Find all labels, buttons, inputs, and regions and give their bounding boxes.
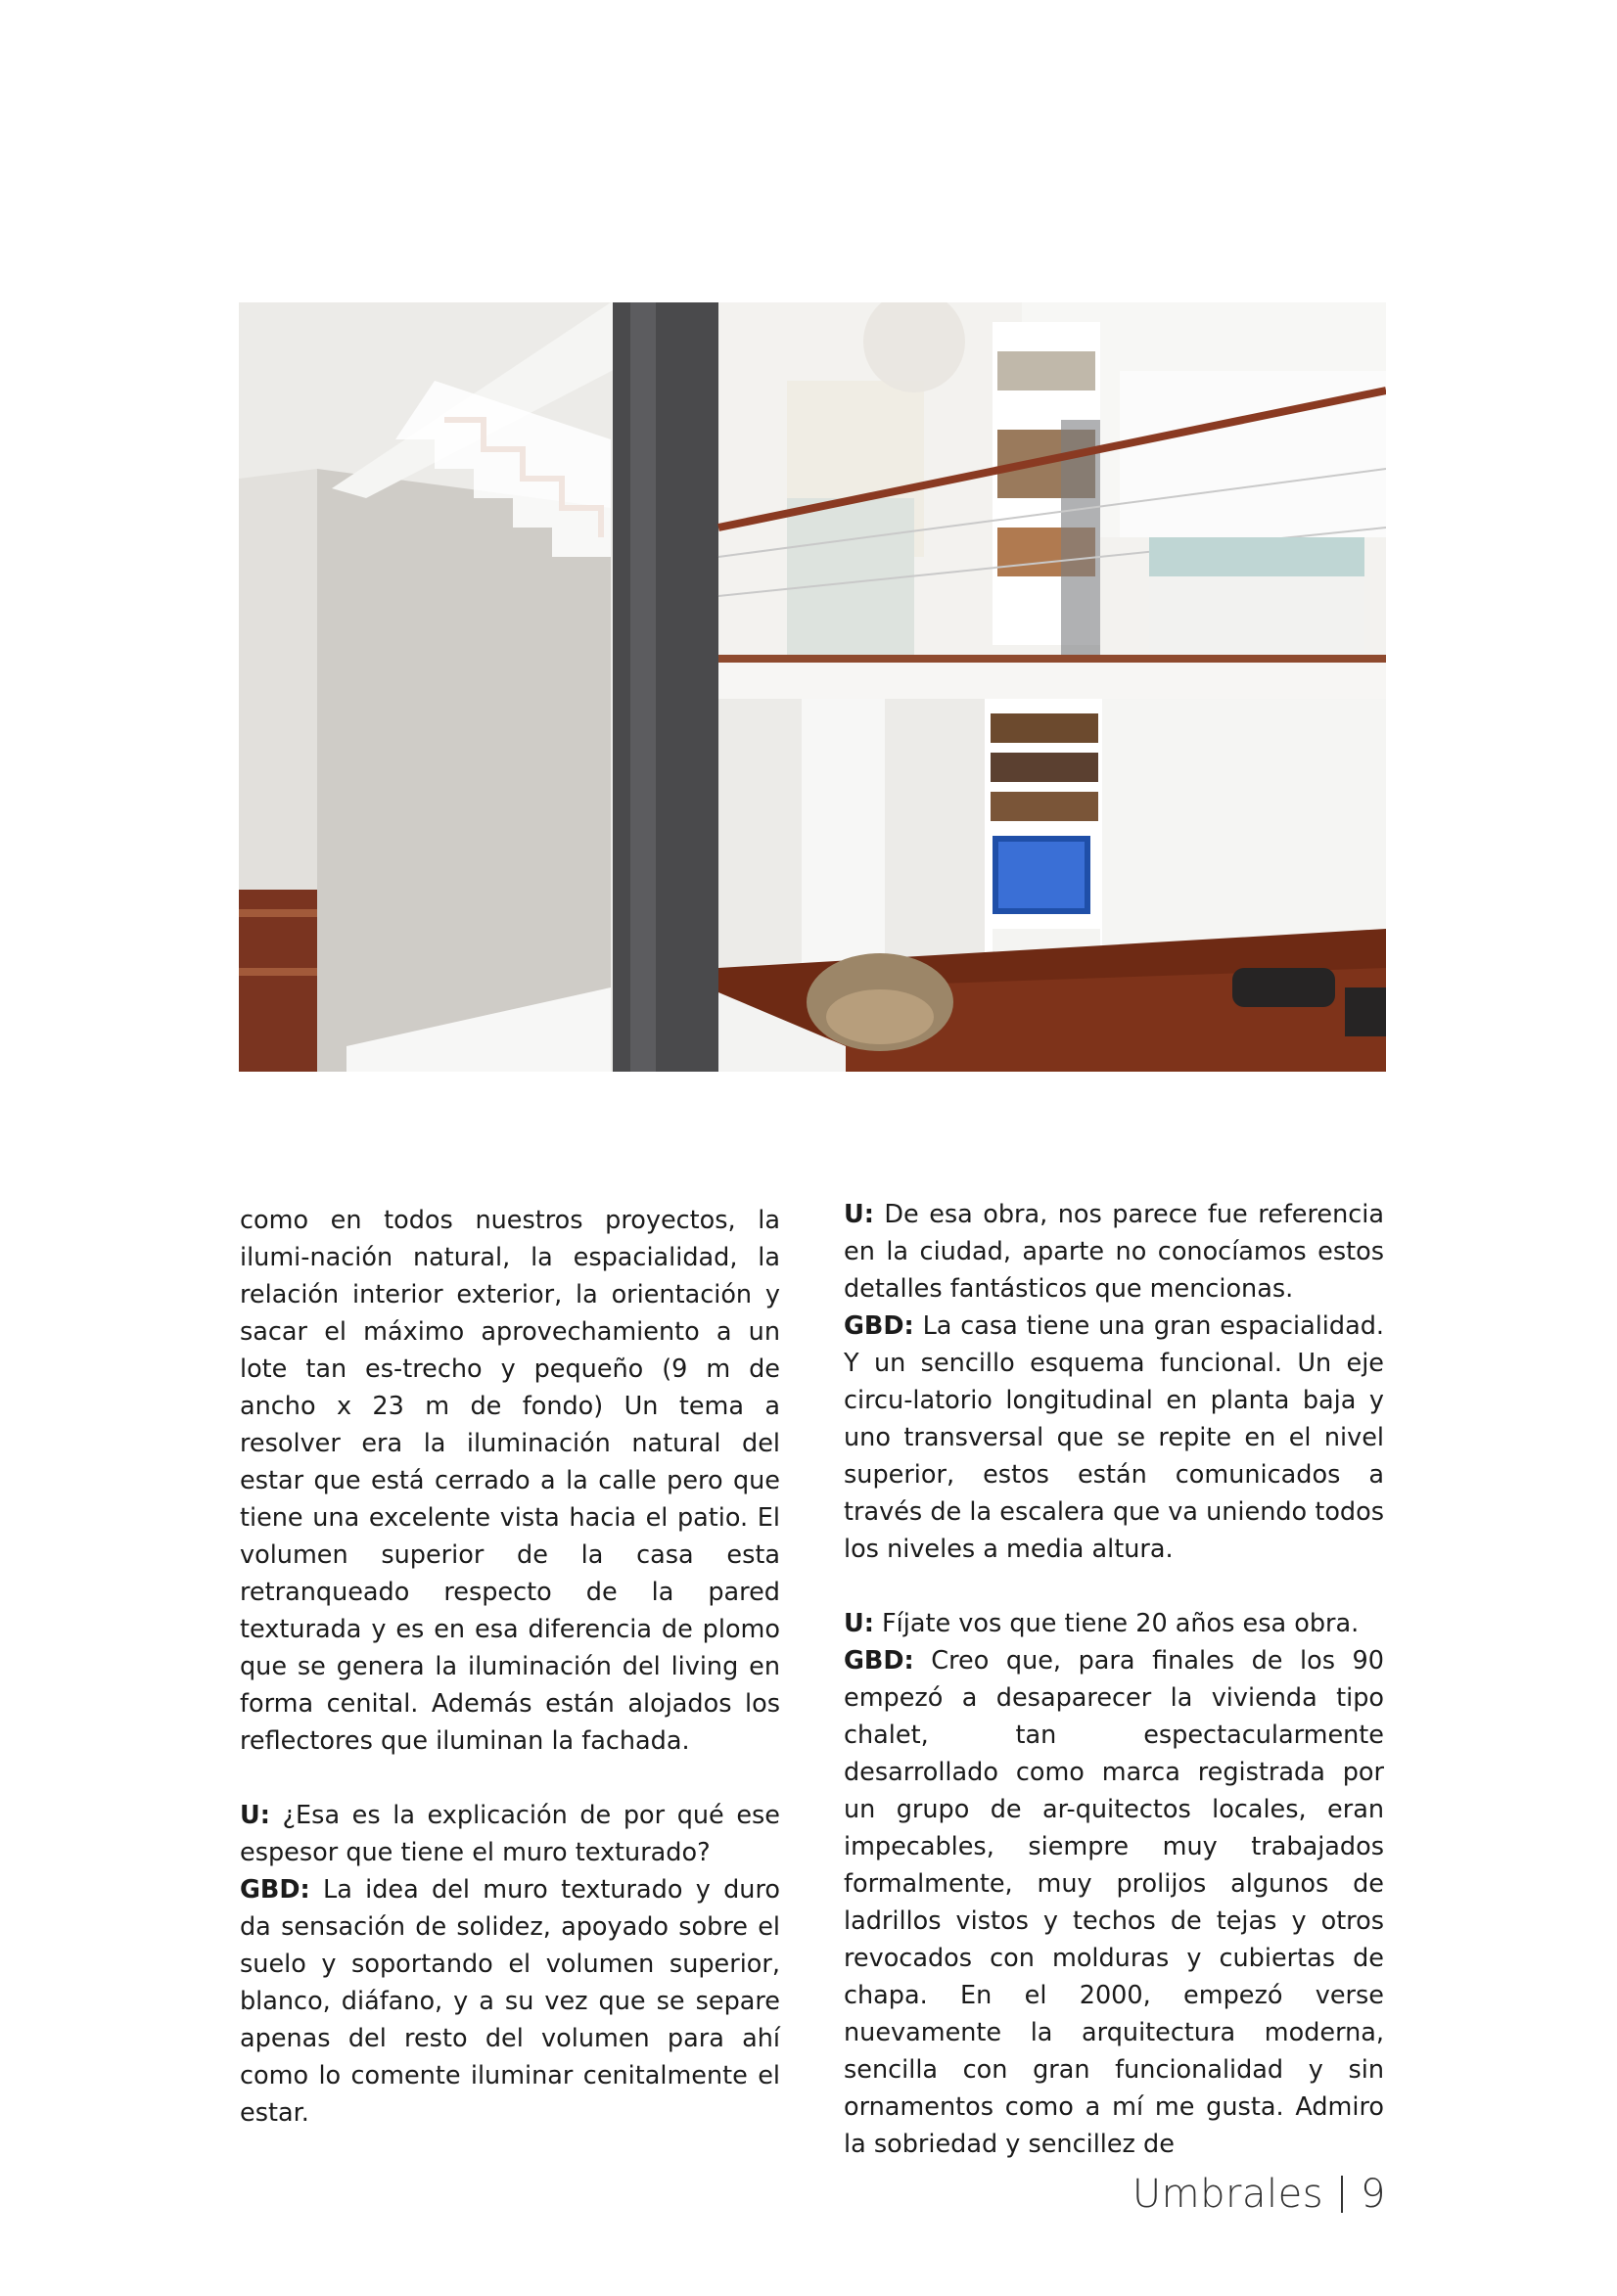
page-number: 9 [1361, 2172, 1386, 2217]
paragraph-gap [844, 1568, 1384, 1605]
paragraph-gap [240, 1760, 780, 1797]
answer-text: La idea del muro texturado y duro da sensación de solidez, apoyado sobre el suelo y soportando el volumen superior, blanco, diáfano, y a su vez que se separe apenas del resto del volumen para ahí como lo comente iluminar cenitalmente el estar. [240, 1875, 780, 2128]
page-footer [1132, 2172, 1386, 2217]
question-paragraph [240, 1797, 780, 1871]
question-text: Fíjate vos que tiene 20 años esa obra. [873, 1609, 1360, 1638]
interior-photo [239, 302, 1386, 1072]
answer-paragraph [240, 1871, 780, 2132]
right-text-column [844, 1196, 1384, 2163]
magazine-name: Umbrales [1132, 2172, 1324, 2217]
footer-divider [1341, 2176, 1343, 2213]
question-text: De esa obra, nos parece fue referencia en la ciudad, aparte no conocíamos estos detalles fantásticos que mencionas. [844, 1200, 1384, 1304]
answer-text: La casa tiene una gran espacialidad. Y un sencillo esquema funcional. Un eje circu-latorio longitudinal en planta baja y uno transversal que se repite en el nivel superior, estos están comunicados a través de la escalera que va uniendo todos los niveles a media altura. [844, 1311, 1384, 1564]
answer-paragraph [844, 1642, 1384, 2163]
question-text: ¿Esa es la explicación de por qué ese espesor que tiene el muro texturado? [240, 1801, 780, 1867]
answer-paragraph [844, 1308, 1384, 1568]
question-paragraph [844, 1196, 1384, 1308]
paragraph: como en todos nuestros proyectos, la ilumi-nación natural, la espacialidad, la relación interior exterior, la orientación y sacar el máximo aprovechamiento a un lote tan es-trecho y pequeño (9 m de ancho x 23 m de fondo) Un tema a resolver era la iluminación natural del estar que está cerrado a la calle pero que tiene una excelente vista hacia el patio. El volumen superior de la casa esta retranqueado respecto de la pared texturada y es en esa diferencia de plomo que se genera la iluminación del living en forma cenital. Además están alojados los reflectores que iluminan la fachada. [240, 1206, 780, 1756]
left-text-column [240, 1202, 780, 2132]
speaker-label: GBD: [844, 1646, 914, 1676]
speaker-label: GBD: [844, 1311, 914, 1341]
speaker-label: U: [844, 1200, 874, 1229]
question-paragraph [844, 1605, 1384, 1642]
answer-text: Creo que, para finales de los 90 empezó a desaparecer la vivienda tipo chalet, tan espectacularmente desarrollado como marca registrada por un grupo de ar-quitectos locales, eran impecables, siempre muy trabajados formalmente, muy prolijos algunos de ladrillos vistos y techos de tejas y otros revocados con molduras y cubiertas de chapa. En el 2000, empezó verse nuevamente la arquitectura moderna, sencilla con gran funcionalidad y sin ornamentos como a mí me gusta. Admiro la sobriedad y sencillez de [844, 1646, 1384, 2159]
interior-photo-drawing [239, 302, 1386, 1072]
speaker-label: GBD: [240, 1875, 310, 1905]
speaker-label: U: [240, 1801, 270, 1830]
speaker-label: U: [844, 1609, 874, 1638]
